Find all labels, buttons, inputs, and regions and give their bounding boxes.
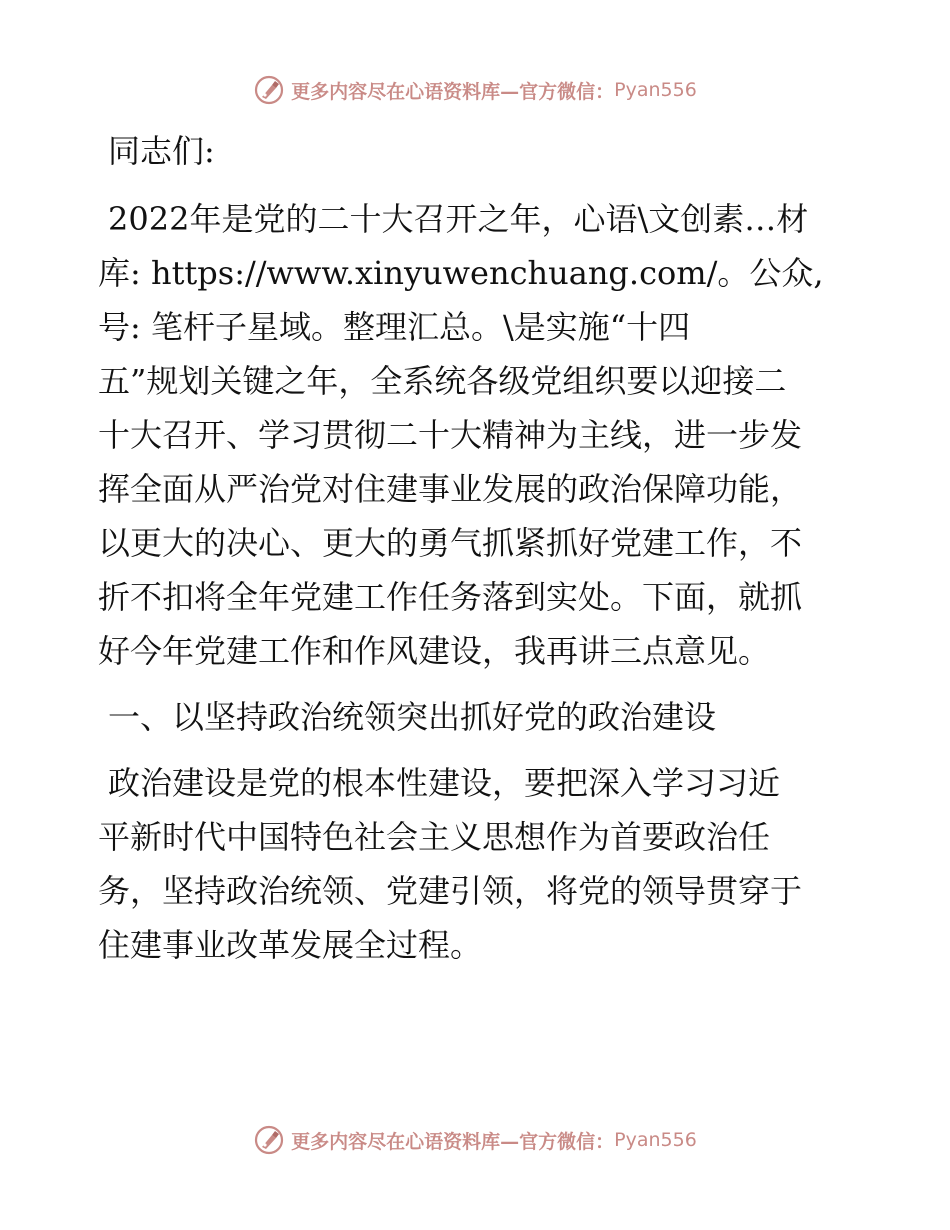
paragraph-line: 住建事业改革发展全过程。 — [98, 926, 483, 964]
paragraph-line: 务，坚持政治统领、党建引领，将党的领导贯穿于 — [98, 872, 803, 910]
pen-nib-logo-icon — [253, 1124, 285, 1156]
paragraph-line: 号: 笔杆子星域。整理汇总。\是实施“十四 — [98, 308, 691, 346]
document-body — [98, 118, 858, 972]
paragraph-line: 政治建设是党的根本性建设，要把深入学习习近 — [108, 764, 781, 802]
banner-text: 更多内容尽在心语资料库—官方微信： — [291, 1130, 615, 1153]
paragraph-line: 平新时代中国特色社会主义思想作为首要政治任 — [98, 818, 771, 856]
banner-wechat-id: Pyan556 — [614, 79, 697, 101]
paragraph-line: 好今年党建工作和作风建设，我再讲三点意见。 — [98, 632, 771, 670]
paragraph-line: 五”规划关键之年，全系统各级党组织要以迎接二 — [98, 362, 787, 400]
pen-nib-logo-icon — [253, 74, 285, 106]
paragraph-line: 库: https://www.xinyuwenchuang.com/。公众, — [98, 254, 824, 292]
paragraph-line: 折不扣将全年党建工作任务落到实处。下面，就抓 — [98, 578, 803, 616]
greeting: 同志们: — [108, 132, 215, 170]
section-heading: 一、以坚持政治统领突出抓好党的政治建设 — [108, 698, 717, 736]
paragraph-line: 2022年是党的二十大召开之年，心语\文创素…材 — [108, 200, 809, 238]
banner-text: 更多内容尽在心语资料库—官方微信： — [291, 80, 615, 103]
paragraph-line: 以更大的决心、更大的勇气抓紧抓好党建工作，不 — [98, 524, 803, 562]
paragraph-line: 十大召开、学习贯彻二十大精神为主线，进一步发 — [98, 416, 803, 454]
header-watermark-banner — [0, 70, 950, 110]
paragraph-line: 挥全面从严治党对住建事业发展的政治保障功能， — [98, 470, 803, 508]
paragraph-political-construction — [98, 756, 858, 972]
footer-watermark-banner — [0, 1120, 950, 1160]
banner-wechat-id: Pyan556 — [614, 1129, 697, 1151]
paragraph-intro — [98, 192, 858, 678]
